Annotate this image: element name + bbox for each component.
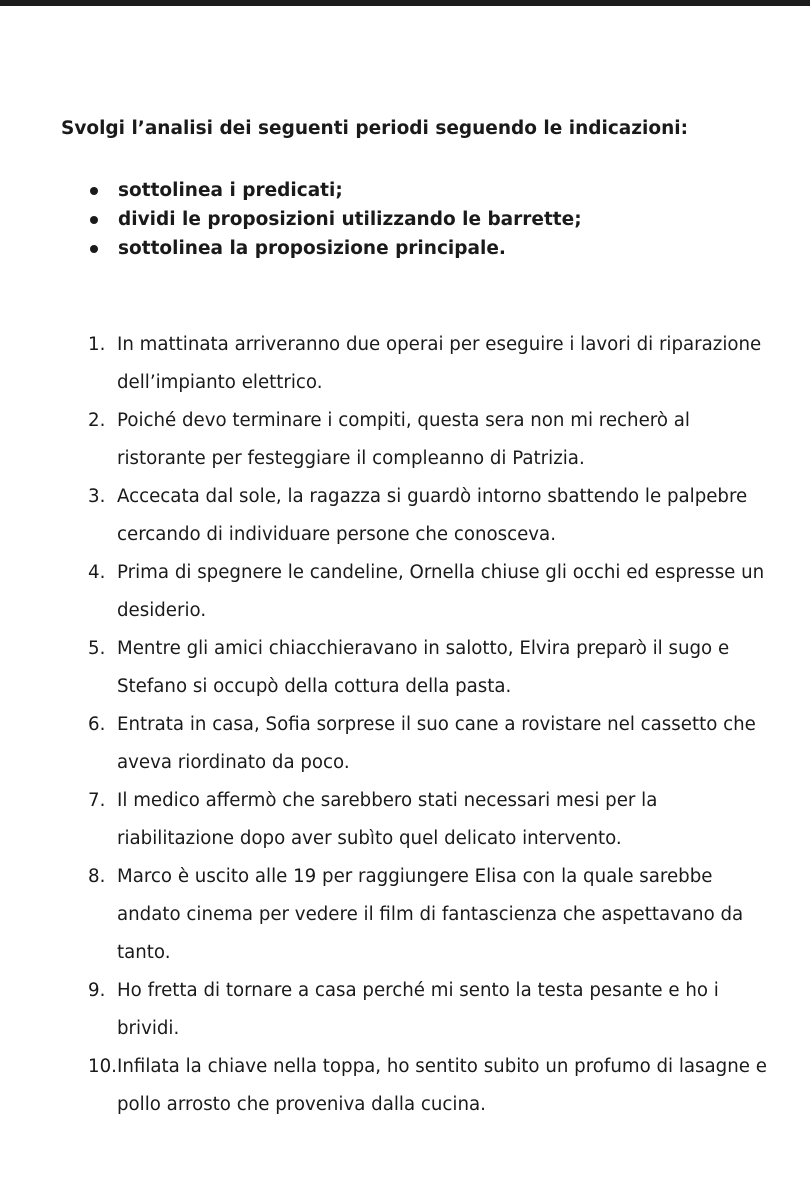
exercise-sentence: Mentre gli amici chiacchieravano in salotto, Elvira preparò il sugo e Stefano si occupò della cottura della pasta.	[117, 638, 730, 697]
exercise-number: 10.	[88, 1056, 117, 1077]
bullet-dot-icon	[90, 245, 98, 253]
exercise-number: 3.	[88, 486, 106, 507]
exercise-item	[88, 402, 778, 478]
exercise-sentence: Infilata la chiave nella toppa, ho sentito subito un profumo di lasagne e pollo arrosto che proveniva dalla cucina.	[117, 1056, 767, 1115]
instruction-bullet-list	[88, 176, 582, 263]
bullet-item	[88, 205, 582, 234]
exercise-item	[88, 630, 778, 706]
exercise-item	[88, 706, 778, 782]
exercise-sentence: Ho fretta di tornare a casa perché mi sento la testa pesante e ho i brividi.	[117, 980, 719, 1039]
exercise-number: 8.	[88, 866, 106, 887]
exercise-sentence: Marco è uscito alle 19 per raggiungere Elisa con la quale sarebbe andato cinema per vedere il film di fantascienza che aspettavano da tanto.	[117, 866, 744, 963]
bullet-dot-icon	[90, 216, 98, 224]
bullet-dot-icon	[90, 187, 98, 195]
exercise-item	[88, 972, 778, 1048]
exercise-number: 7.	[88, 790, 106, 811]
exercise-number: 5.	[88, 638, 106, 659]
exercise-number: 6.	[88, 714, 106, 735]
exercise-list	[88, 326, 778, 1124]
exercise-number: 2.	[88, 410, 106, 431]
bullet-text: sottolinea la proposizione principale.	[118, 238, 506, 259]
exercise-number: 9.	[88, 980, 106, 1001]
bullet-item	[88, 176, 582, 205]
exercise-sentence: Il medico affermò che sarebbero stati necessari mesi per la riabilitazione dopo aver subìto quel delicato intervento.	[117, 790, 658, 849]
instruction-heading: Svolgi l’analisi dei seguenti periodi seguendo le indicazioni:	[61, 118, 689, 139]
exercise-sentence: Prima di spegnere le candeline, Ornella chiuse gli occhi ed espresse un desiderio.	[117, 562, 765, 621]
exercise-sentence: In mattinata arriveranno due operai per eseguire i lavori di riparazione dell’impianto elettrico.	[117, 334, 762, 393]
exercise-number: 4.	[88, 562, 106, 583]
exercise-item	[88, 782, 778, 858]
exercise-item	[88, 858, 778, 972]
exercise-item	[88, 554, 778, 630]
exercise-sentence: Entrata in casa, Sofia sorprese il suo cane a rovistare nel cassetto che aveva riordinato da poco.	[117, 714, 756, 773]
exercise-sentence: Poiché devo terminare i compiti, questa sera non mi recherò al ristorante per festeggiare il compleanno di Patrizia.	[117, 410, 690, 469]
exercise-sentence: Accecata dal sole, la ragazza si guardò intorno sbattendo le palpebre cercando di individuare persone che conosceva.	[117, 486, 748, 545]
exercise-item	[88, 478, 778, 554]
bullet-text: dividi le proposizioni utilizzando le barrette;	[118, 209, 582, 230]
exercise-number: 1.	[88, 334, 106, 355]
exercise-item	[88, 326, 778, 402]
exercise-item	[88, 1048, 778, 1124]
bullet-text: sottolinea i predicati;	[118, 180, 343, 201]
bullet-item	[88, 234, 582, 263]
